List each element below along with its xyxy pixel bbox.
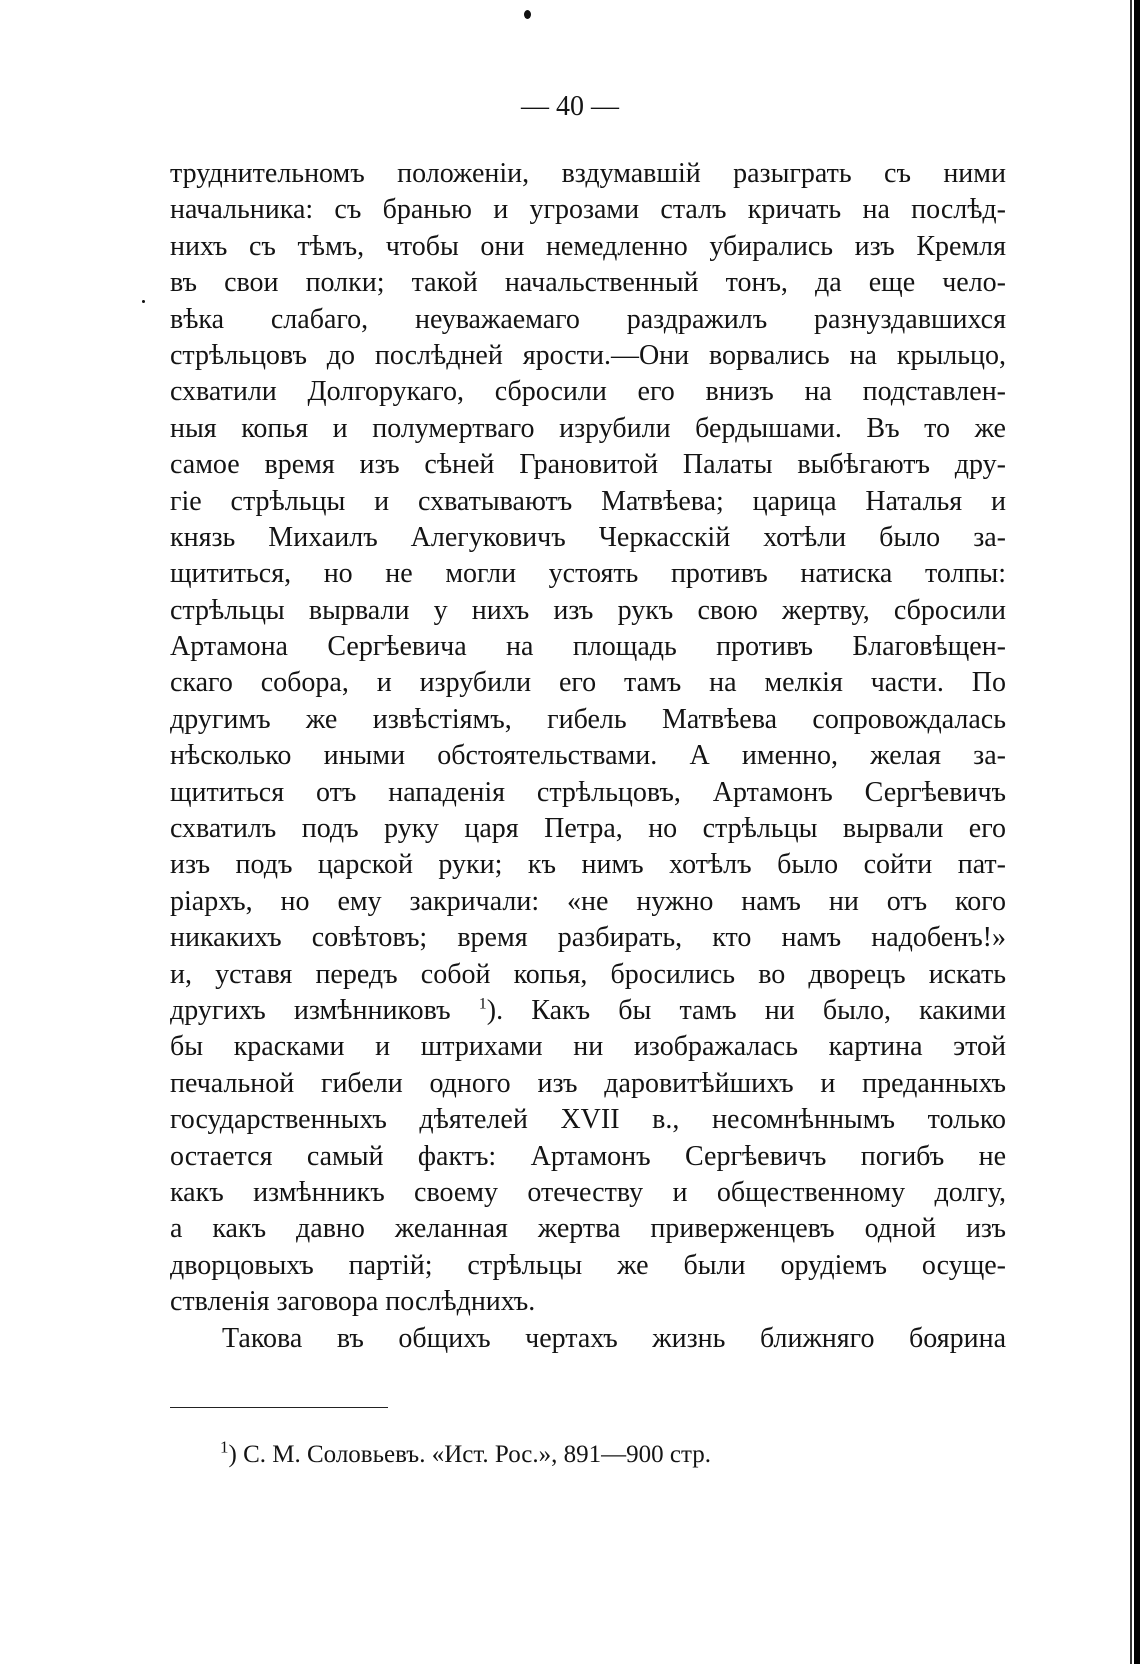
text-line: вѣка слабаго, неуважаемаго раздражилъ разнуздавшихся xyxy=(170,303,1006,335)
text-line: щититься, но не могли устоять противъ натиска толпы: xyxy=(170,558,1006,590)
text-line: государственныхъ дѣятелей XVII в., несомнѣннымъ только xyxy=(170,1104,1006,1136)
page-number: — 40 — xyxy=(521,91,619,122)
text-before-note: другихъ измѣнниковъ xyxy=(170,994,479,1026)
text-line: и, уставя передъ собой копья, бросились во дворецъ искать xyxy=(170,958,1006,990)
paragraph-start-line: Такова въ общихъ чертахъ жизнь ближняго боярина xyxy=(222,1322,1006,1354)
footnote xyxy=(220,1437,711,1470)
footnote-marker: 1 xyxy=(220,1437,229,1457)
scan-edge-inner xyxy=(1130,0,1132,1664)
text-line: труднительномъ положенiи, вздумавшiй разыграть съ ними xyxy=(170,158,1006,189)
text-line: нѣсколько иными обстоятельствами. А именно, желая за- xyxy=(170,740,1006,772)
text-line: скаго собора, и изрубили его тамъ на мелкiя части. По xyxy=(170,667,1006,699)
scan-edge xyxy=(1134,0,1140,1664)
text-line: князь Михаилъ Алегуковичъ Черкасскiй хотѣли было за- xyxy=(170,521,1006,553)
footnote-reference: 1 xyxy=(478,995,487,1013)
text-line-with-note xyxy=(170,993,1006,1029)
text-line: щититься отъ нападенiя стрѣльцовъ, Артамонъ Сергѣевичъ xyxy=(170,776,1006,808)
body-text xyxy=(170,156,1006,1357)
footnote-text: ) С. М. Соловьевъ. «Ист. Рос.», 891—900 стр. xyxy=(228,1441,711,1468)
text-line: рiархъ, но ему закричали: «не нужно намъ ни отъ кого xyxy=(170,885,1006,917)
text-line: бы красками и штрихами ни изображалась картина этой xyxy=(170,1031,1006,1063)
text-line: гiе стрѣльцы и схватываютъ Матвѣева; царица Наталья и xyxy=(170,485,1006,517)
scan-speck xyxy=(524,10,531,19)
text-line: другимъ же извѣстiямъ, гибель Матвѣева сопровождалась xyxy=(170,703,1006,735)
scan-speck xyxy=(142,300,145,303)
text-line: схватилъ подъ руку царя Петра, но стрѣльцы вырвали его xyxy=(170,813,1006,845)
footnote-rule xyxy=(170,1407,388,1408)
text-line: остается самый фактъ: Артамонъ Сергѣевичъ погибъ не xyxy=(170,1140,1006,1172)
text-line: никакихъ совѣтовъ; время разбирать, кто намъ надобенъ!» xyxy=(170,922,1006,954)
text-line: самое время изъ сѣней Грановитой Палаты выбѣгаютъ дру- xyxy=(170,449,1006,481)
text-line: стрѣльцы вырвали у нихъ изъ рукъ свою жертву, сбросили xyxy=(170,594,1006,626)
text-line: стрѣльцовъ до послѣдней ярости.—Они ворвались на крыльцо, xyxy=(170,339,1006,371)
text-line: а какъ давно желанная жертва приверженцевъ одной изъ xyxy=(170,1213,1006,1245)
text-after-note: ). Какъ бы тамъ ни было, какими xyxy=(486,994,1006,1026)
text-line: дворцовыхъ партiй; стрѣльцы же были орудiемъ осуще- xyxy=(170,1249,1006,1281)
text-line: въ свои полки; такой начальственный тонъ, да еще чело- xyxy=(170,267,1006,299)
text-line: печальной гибели одного изъ даровитѣйшихъ и преданныхъ xyxy=(170,1067,1006,1099)
text-line: ныя копья и полумертваго изрубили бердышами. Въ то же xyxy=(170,412,1006,444)
text-line: изъ подъ царской руки; къ нимъ хотѣлъ было сойти пат- xyxy=(170,849,1006,881)
text-line: схватили Долгорукаго, сбросили его внизъ на подставлен- xyxy=(170,376,1006,408)
text-line: ствленiя заговора послѣднихъ. xyxy=(170,1286,536,1318)
text-line: какъ измѣнникъ своему отечеству и общественному долгу, xyxy=(170,1176,1006,1208)
text-line: начальника: съ бранью и угрозами сталъ кричать на послѣд- xyxy=(170,194,1006,226)
text-line: нихъ съ тѣмъ, чтобы они немедленно убирались изъ Кремля xyxy=(170,230,1006,262)
text-line: Артамона Сергѣевича на площадь противъ Благовѣщен- xyxy=(170,631,1006,663)
